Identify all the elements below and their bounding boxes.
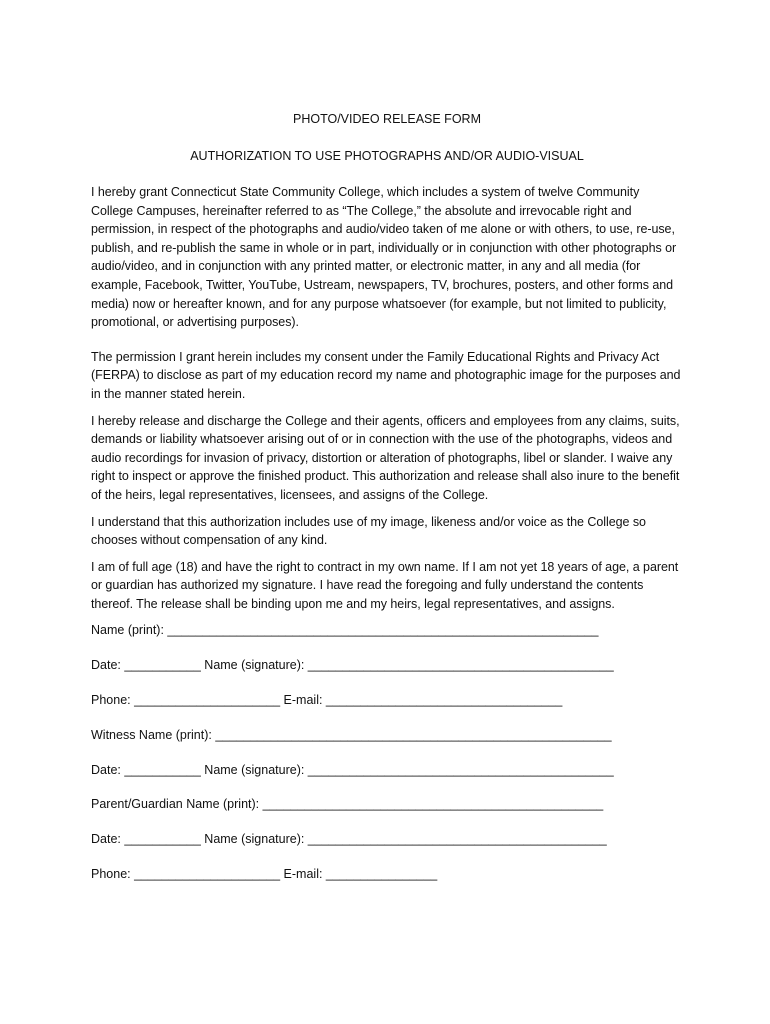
witness-name-field[interactable]: Witness Name (print): _________________________________________________________ [91, 727, 612, 742]
grant-paragraph: I hereby grant Connecticut State Community College, which includes a system of twelve Community College Campuses, hereinafter referred to as “The College,” the absolute and irrevocable right and permission, in respect of the photographs and audio/video taken of me alone or with others, to use, re-use, publish, and re-publish the same in whole or in part, individually or in conjunction with other photographs or audio/video, and in conjunction with any printed matter, or electronic matter, in any and all media (for example, Facebook, Twitter, YouTube, Ustream, newspapers, TV, brochures, posters, and other forms and media) now or hereafter known, and for any purpose whatsoever (for example, but not limited to publicity, promotional, or advertising purposes). [91, 185, 677, 330]
ferpa-paragraph: The permission I grant herein includes my consent under the Family Educational Rights and Privacy Act (FERPA) to disclose as part of my education record my name and photographic image for the purposes and in the manner stated herein. [91, 349, 681, 401]
compensation-paragraph: I understand that this authorization includes use of my image, likeness and/or voice as the College so chooses without compensation of any kind. [91, 514, 646, 548]
guardian-phone-email-field[interactable]: Phone: _____________________ E-mail: ________________ [91, 867, 438, 882]
release-form-page [91, 108, 683, 900]
guardian-name-field[interactable]: Parent/Guardian Name (print): _________________________________________________ [91, 797, 604, 812]
date-signature-field[interactable]: Date: ___________ Name (signature): ____________________________________________ [91, 658, 614, 673]
age-paragraph: I am of full age (18) and have the right to contract in my own name. If I am not yet 18 years of age, a parent or guardian has authorized my signature. I have read the foregoing and fully understand the contents thereof. The release shall be binding upon me and my heirs, legal representatives, and assigns. [91, 559, 679, 611]
guardian-date-signature-field[interactable]: Date: ___________ Name (signature): ___________________________________________ [91, 832, 607, 847]
release-paragraph: I hereby release and discharge the College and their agents, officers and employees from any claims, suits, demands or liability whatsoever arising out of or in connection with the use of the photographs, videos and audio recordings for invasion of privacy, distortion or alteration of photographs, libel or slander. I waive any right to inspect or approve the finished product. This authorization and release shall also inure to the benefit of the heirs, legal representatives, licensees, and assigns of the College. [91, 413, 680, 502]
form-title: PHOTO/VIDEO RELEASE FORM [292, 112, 481, 126]
witness-date-signature-field[interactable]: Date: ___________ Name (signature): ____________________________________________ [91, 762, 614, 777]
form-subtitle: AUTHORIZATION TO USE PHOTOGRAPHS AND/OR AUDIO-VISUAL [190, 149, 584, 163]
phone-email-field[interactable]: Phone: _____________________ E-mail: __________________________________ [91, 693, 563, 708]
name-print-field[interactable]: Name (print): ______________________________________________________________ [91, 623, 599, 638]
